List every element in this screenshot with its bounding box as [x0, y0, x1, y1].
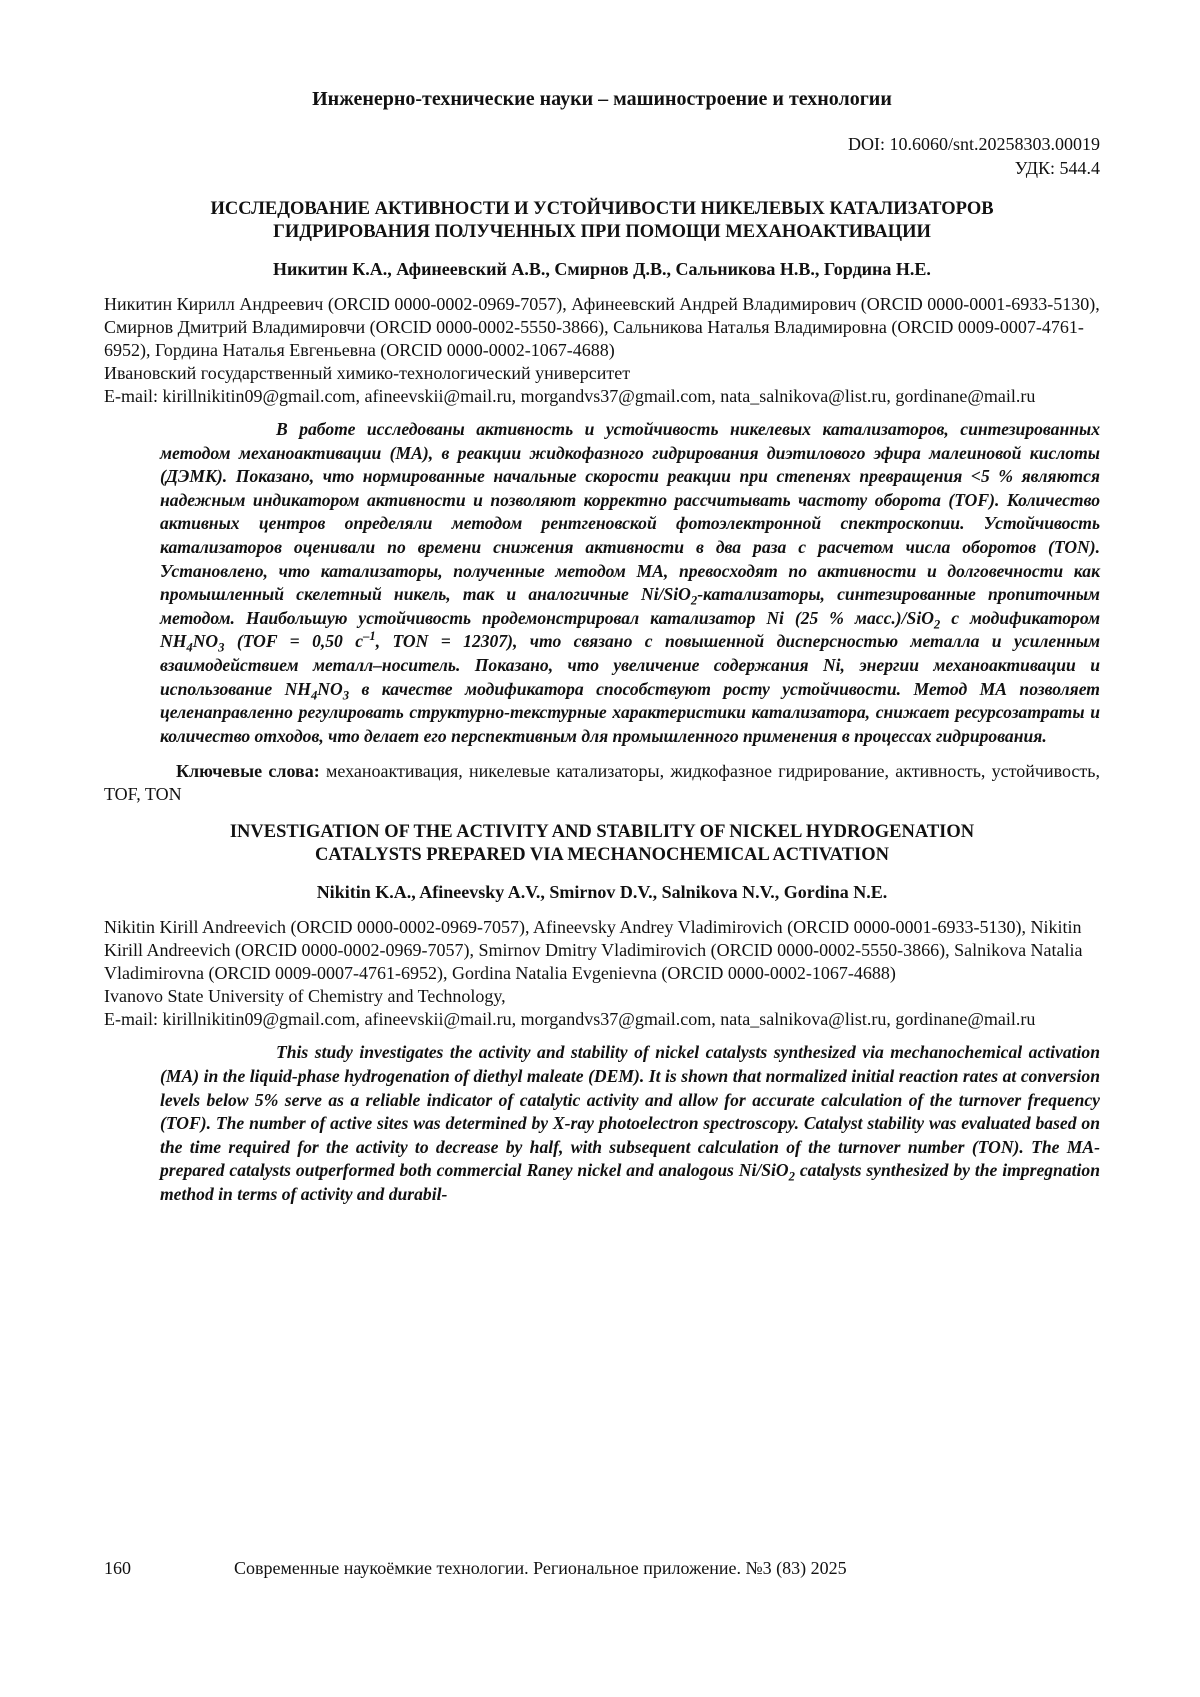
institution-ru: Ивановский государственный химико-технологический университет — [104, 363, 631, 383]
email-ru: E-mail: kirillnikitin09@gmail.com, afineevskii@mail.ru, morgandvs37@gmail.com, nata_salnikova@list.ru, gordinane@mail.ru — [104, 386, 1036, 406]
authors-short-ru: Никитин К.А., Афинеевский А.В., Смирнов Д.В., Сальникова Н.В., Гордина Н.Е. — [273, 259, 931, 279]
institution-en: Ivanovo State University of Chemistry and Technology, — [104, 986, 506, 1007]
paper-title-en-line1: INVESTIGATION OF THE ACTIVITY AND STABILITY OF NICKEL HYDROGENATION — [229, 822, 975, 843]
subscript: 3 — [218, 640, 225, 655]
section-header: Инженерно-технические науки – машиностроение и технологии — [312, 88, 892, 110]
abstract-ru-text: -катализаторы, синтезированные пропиточным методом. Наибольшую устойчивость продемонстрировал катализатор Ni (25 % масс.)/SiO — [160, 584, 1100, 628]
abstract-ru-text: (TOF = 0,50 с — [224, 631, 364, 652]
abstract-ru-text: с модификатором NH — [160, 607, 1100, 652]
superscript: –1 — [363, 629, 376, 644]
paper-title-ru-line1: ИССЛЕДОВАНИЕ АКТИВНОСТИ И УСТОЙЧИВОСТИ НИКЕЛЕВЫХ КАТАЛИЗАТОРОВ — [210, 199, 994, 219]
abstract-ru-text: , TON = 12307), что связано с повышенной дисперсностью металла и усиленным взаимодействием металл–носитель. Показано, что увеличение содержания Ni, энергии механоактивации и использование NH — [160, 631, 1100, 699]
subscript: 2 — [690, 593, 698, 608]
paper-title-en — [104, 821, 1100, 867]
affiliations-en — [104, 916, 1100, 1031]
authors-short-en: Nikitin K.A., Afineevsky A.V., Smirnov D.V., Salnikova N.V., Gordina N.E. — [316, 882, 888, 903]
abstract-ru — [160, 418, 1100, 748]
doi: DOI: 10.6060/snt.20258303.00019 — [848, 134, 1100, 154]
keywords-label: Ключевые слова: — [176, 761, 320, 782]
subscript: 3 — [342, 688, 350, 703]
page-number: 160 — [104, 1558, 131, 1578]
abstract-ru-text: NO — [192, 631, 219, 652]
abstract-en-text: This study investigates the activity and stability of nickel catalysts synthesized via mechanochemical activation (MA) in the liquid-phase hydrogenation of diethyl maleate (DEM). It is shown that normalized initial reaction rates at conversion levels below 5% serve as a reliable indicator of catalytic activity and allow for accurate calculation of the turnover frequency (TOF). The number of active sites was determined by X-ray photoelectron spectroscopy. Catalyst stability was evaluated based on the time required for the activity to decrease by half, with subsequent calculation of the turnover number (TON). The MA-prepared catalysts outperformed both commercial Raney nickel and analogous Ni/SiO — [160, 1042, 1100, 1181]
affiliations-ru — [104, 293, 1100, 408]
paper-title-en-line2: CATALYSTS PREPARED VIA MECHANOCHEMICAL ACTIVATION — [315, 845, 889, 866]
email-en: E-mail: kirillnikitin09@gmail.com, afineevskii@mail.ru, morgandvs37@gmail.com, nata_salnikova@list.ru, gordinane@mail.ru — [104, 1009, 1036, 1030]
paper-title-ru-line2: ГИДРИРОВАНИЯ ПОЛУЧЕННЫХ ПРИ ПОМОЩИ МЕХАНОАКТИВАЦИИ — [273, 222, 931, 242]
abstract-ru-text: в качестве модификатора способствуют росту устойчивости. Метод МА позволяет целенаправленно регулировать структурно-текстурные характеристики катализатора, снижает ресурсозатраты и количество отходов, что делает его перспективным для промышленного применения в процессах гидрирования. — [160, 678, 1100, 746]
doi-udk-block — [104, 132, 1100, 180]
keywords-text: механоактивация, никелевые катализаторы, жидкофазное гидрирование, активность, устойчивость, TOF, TON — [104, 761, 1100, 805]
subscript: 2 — [788, 1169, 795, 1184]
article-content — [104, 86, 1100, 1206]
authors-full-en: Nikitin Kirill Andreevich (ORCID 0000-0002-0969-7057), Afineevsky Andrey Vladimirovich (ORCID 0000-0001-6933-5130), Nikitin Kirill Andreevich (ORCID 0000-0002-0969-7057), Smirnov Dmitry Vladimirovich (ORCID 0000-0002-5550-3866), Salnikova Natalia Vladimirovna (ORCID 0009-0007-4761-6952), Gordina Natalia Evgenievna (ORCID 0000-0002-1067-4688) — [104, 917, 1083, 984]
subscript: 2 — [933, 617, 941, 632]
udk: УДК: 544.4 — [1014, 158, 1100, 178]
journal-name: Современные наукоёмкие технологии. Региональное приложение. №3 (83) 2025 — [234, 1558, 847, 1578]
subscript: 4 — [186, 640, 193, 655]
abstract-ru-text: В работе исследованы активность и устойчивость никелевых катализаторов, синтезированных методом механоактивации (МА), в реакции жидкофазного гидрирования диэтилового эфира малеиновой кислоты (ДЭМК). Показано, что нормированные начальные скорости реакции при степенях превращения <5 % являются надежным индикатором активности и позволяют корректно рассчитывать частоту оборота (TOF). Количество активных центров определяли методом рентгеновской фотоэлектронной спектроскопии. Устойчивость катализаторов оценивали по времени снижения активности в два раза с расчетом числа оборотов (TON). Установлено, что катализаторы, полученные методом МА, превосходят по активности и долговечности как промышленный скелетный никель, так и аналогичные Ni/SiO — [160, 419, 1100, 605]
keywords-ru — [104, 760, 1100, 806]
authors-full-ru: Никитин Кирилл Андреевич (ORCID 0000-0002-0969-7057), Афинеевский Андрей Владимирович (ORCID 0000-0001-6933-5130), Смирнов Дмитрий Владимировчи (ORCID 0000-0002-5550-3866), Сальникова Наталья Владимировна (ORCID 0009-0007-4761-6952), Гордина Наталья Евгеньевна (ORCID 0000-0002-1067-4688) — [104, 294, 1100, 360]
paper-title-ru — [104, 198, 1100, 244]
abstract-ru-text: NO — [317, 678, 343, 699]
subscript: 4 — [310, 688, 318, 703]
abstract-en-text: catalysts synthesized by the impregnation method in terms of activity and durabil- — [160, 1160, 1100, 1204]
abstract-en — [160, 1041, 1100, 1206]
